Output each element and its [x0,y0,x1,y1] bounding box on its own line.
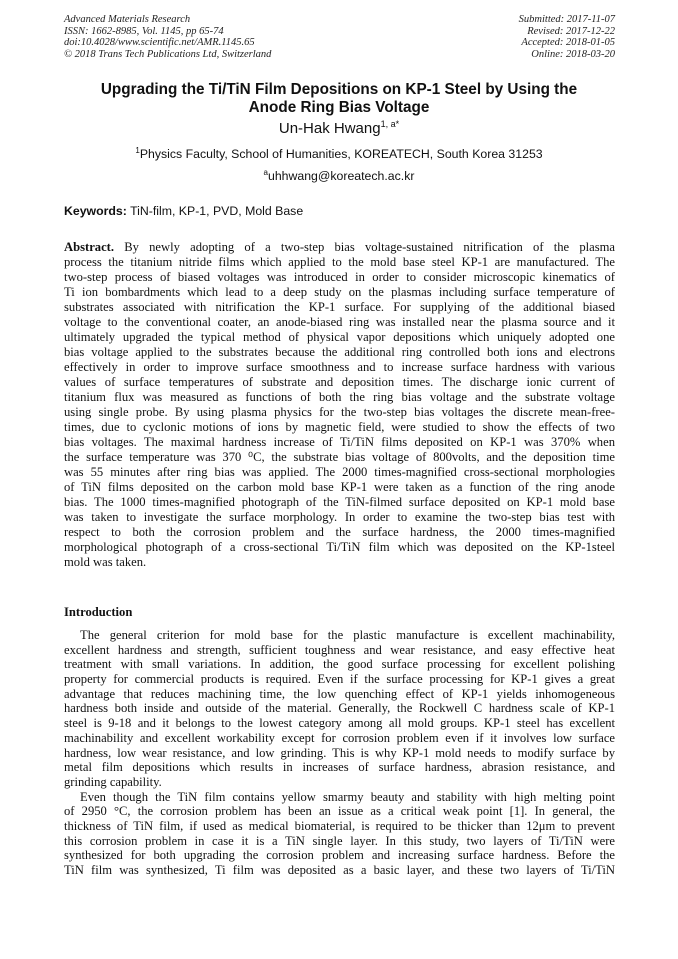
affiliation [0,147,678,161]
affiliation-superscript: 1 [135,145,140,155]
copyright: © 2018 Trans Tech Publications Ltd, Switzerland [64,49,272,61]
abstract-line: the surface temperature was 370 ⁰C, the substrate bias voltage of 800volts, and the deposition time [64,450,615,464]
paragraph-line: Even though the TiN film contains yellow smarmy beauty and stability with high melting point [80,789,615,804]
paragraph-line: this corrosion problem in case it is a TiN single layer. In this study, two layers of Ti/TiN were [64,833,615,848]
author [0,120,678,137]
abstract-line: ultimately upgraded the typical method of physical vapor depositions which uniquely adopted one [64,330,615,344]
issn: ISSN: 1662-8985, Vol. 1145, pp 65-74 [64,25,224,37]
paragraph-line: excellent hardness and strength, sufficient toughness and wear resistance, and easy effective heat [64,642,615,657]
keywords-text: TiN-film, KP-1, PVD, Mold Base [126,204,304,218]
abstract-text: By newly adopting of a two-step bias voltage-sustained nitrification of the plasma [114,240,615,254]
abstract-line: two-step process of biased voltages was introduced in order to consider microscopic kinematics of [64,270,615,284]
abstract-line: process the titanium nitride films which applied to the mold base steel KP-1 are manufactured. The [64,255,615,269]
introduction-body [64,628,615,878]
dates-info [519,14,615,61]
abstract-line: effectively in order to improve surface smoothness and to increase surface hardness with various [64,360,615,374]
keywords [64,204,303,218]
paragraph-line: TiN film was synthesized, Ti film was deposited as a basic layer, and these two layers of Ti/TiN [64,863,615,877]
abstract-line: Ti ion bombardments which lead to a deep study on the plasmas including surface temperature of [64,285,615,299]
abstract-line: mold was taken. [64,555,147,569]
section-heading-introduction: Introduction [64,605,133,619]
paragraph-line: grinding capability. [64,774,162,789]
abstract-line: titanium flux was measured as functions of both the ring bias voltage and the substrate voltage [64,390,615,404]
paragraph-line: hardness, low wear resistance, and low grinding. This is why KP-1 mold needs to modify surface by [64,745,615,760]
email-address[interactable]: uhhwang@koreatech.ac.kr [267,169,415,183]
journal-name: Advanced Materials Research [64,14,191,25]
doi: doi:10.4028/www.scientific.net/AMR.1145.65 [64,37,255,49]
abstract-line: times, due to cyclonic motions of ions by magnetic field, were studied to show the effects of two [64,420,615,434]
keywords-label: Keywords: [64,204,127,218]
paragraph-line: property for commercial products is required. Even if the surface processing for KP-1 gives a great [64,672,615,687]
paragraph-line: thickness of TiN film, if used as medical biomaterial, is required to be thicker than 12μm to prevent [64,818,615,833]
paragraph-line: steel is 9-18 and it belongs to the lowest category among all mold groups. KP-1 steel has excellent [64,716,615,731]
abstract-label: Abstract. [64,240,115,254]
abstract-line: substrates associated with nitrification the KP-1 surface. For supplying of the additional biased [64,300,615,314]
paragraph-line: advantage that reduces machining time, the low quenching effect of KP-1 yields inhomogeneous [64,686,615,701]
paragraph [64,790,615,878]
abstract-line [64,240,615,255]
abstract [64,240,615,570]
paper-title [0,81,678,117]
abstract-line: values of surface temperatures of substrate and deposition times. The discharge ionic current of [64,375,615,389]
abstract-line: bias voltage applied to the substrates because the additional ring controlled both ions and electrons [64,345,615,359]
author-superscript: 1, a* [380,119,400,129]
email-superscript: a [263,167,268,177]
paragraph-line: of 2950 °C, the corrosion problem has been an issue as a critical weak point [1]. In general, the [64,804,615,819]
abstract-line: voltage to the conventional coater, an anode-biased ring was installed near the plasma source and it [64,315,615,329]
abstract-line: respect to both the corrosion problem and the surface hardness, the 2000 times-magnified [64,525,615,539]
accepted-date: Accepted: 2018-01-05 [521,37,615,49]
abstract-line: was 55 minutes after ring bias was applied. The 2000 times-magnified cross-sectional morphologies [64,465,615,479]
paragraph [64,628,615,790]
abstract-line: bias voltages. The maximal hardness increase of Ti/TiN films deposited on KP-1 was 370% when [64,435,615,449]
email [0,169,678,183]
paragraph-line: metal film depositions which results in increases of surface hardness, abrasion resistance, and [64,760,615,775]
abstract-line: using single probe. By using plasma physics for the two-step bias voltages the discrete mean-free- [64,405,615,419]
affiliation-text: Physics Faculty, School of Humanities, KOREATECH, South Korea 31253 [139,147,543,161]
abstract-line: bias. The 1000 times-magnified photograph of the TiN-filmed surface deposited on KP-1 mold base [64,495,615,509]
paragraph-line: synthesized for both upgrading the corrosion problem and increasing surface hardness. Before the [64,848,615,863]
abstract-line: morphological photograph of a cross-sectional Ti/TiN film which was deposited on the KP-1steel [64,540,615,554]
paragraph-line: hardness both inside and outside of the material. Generally, the Rockwell C hardness scale of KP-1 [64,701,615,716]
submitted-date: Submitted: 2017-11-07 [518,14,615,25]
revised-date: Revised: 2017-12-22 [527,25,615,37]
online-date: Online: 2018-03-20 [531,49,615,61]
paragraph-line: The general criterion for mold base for the plastic manufacture is excellent machinability, [80,628,615,642]
title-line: Anode Ring Bias Voltage [248,99,430,116]
title-line: Upgrading the Ti/TiN Film Depositions on KP-1 Steel by Using the [100,81,578,98]
journal-info [64,14,271,61]
paragraph-line: machinability and excellent workability except for corrosion problem even if it involves low surface [64,730,615,745]
abstract-line: of TiN films deposited on the carbon mold base KP-1 were taken as a function of the ring anode [64,480,615,494]
abstract-line: was taken to investigate the surface morphology. In order to examine the two-step bias test with [64,510,615,524]
paragraph-line: treatment with small variations. In addition, the good surface processing for excellent polishing [64,657,615,672]
author-name: Un-Hak Hwang [278,120,381,137]
